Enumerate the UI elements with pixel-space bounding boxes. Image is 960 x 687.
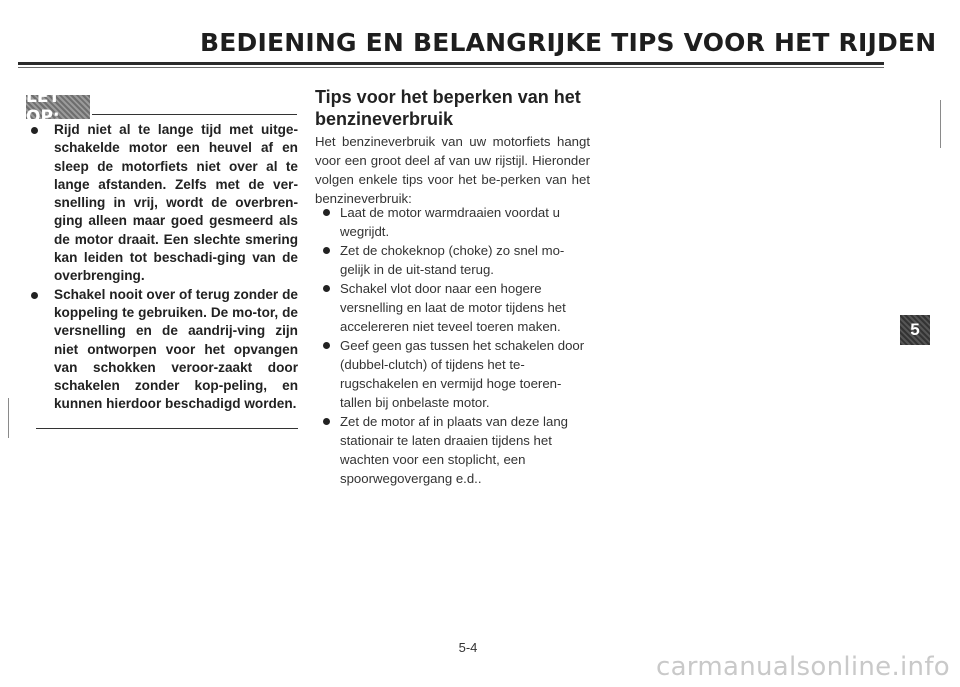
caution-item [28, 286, 298, 414]
bullet-icon [323, 418, 330, 425]
bullet-icon [323, 342, 330, 349]
bullet-icon [323, 209, 330, 216]
caution-divider-bottom [36, 428, 298, 429]
tip-item-text: Schakel vlot door naar een hogere versnelling en laat de motor tijdens het accelereren niet teveel toeren maken. [340, 281, 566, 334]
bullet-icon [323, 247, 330, 254]
section-intro: Het benzineverbruik van uw motorfiets hangt voor een groot deel af van uw rijstijl. Hieronder volgen enkele tips voor het be-perken van het benzineverbruik: [315, 134, 590, 206]
tip-item [318, 241, 590, 279]
tip-item-text: Laat de motor warmdraaien voordat u wegrijdt. [340, 205, 560, 239]
section-title: Tips voor het beperken van het benzineverbruik [315, 87, 581, 129]
caution-item [28, 121, 298, 286]
page-number: 5-4 [458, 640, 478, 655]
header-divider-thin [18, 67, 884, 68]
tip-item-text: Geef geen gas tussen het schakelen door (dubbel-clutch) of tijdens het te-rugschakelen en vermijd hoge toeren-tallen bij onbelaste motor. [340, 338, 585, 410]
tip-item [318, 203, 590, 241]
scan-mark [940, 100, 941, 148]
tips-list [318, 203, 590, 488]
tip-item [318, 336, 590, 412]
tip-item-text: Zet de chokeknop (choke) zo snel mo-gelijk in de uit-stand terug. [340, 243, 565, 277]
tip-item [318, 412, 590, 488]
caution-divider-top [92, 114, 297, 115]
watermark: carmanualsonline.info [655, 652, 950, 682]
chapter-tab: 5 [900, 315, 930, 345]
bullet-icon [31, 127, 38, 134]
bullet-icon [323, 285, 330, 292]
page-title: BEDIENING EN BELANGRIJKE TIPS VOOR HET RIJDEN [200, 28, 937, 57]
caution-list [28, 121, 298, 414]
scan-mark [8, 398, 9, 438]
caution-item-text: Rijd niet al te lange tijd met uitge-schakelde motor een heuvel af en sleep de motorfiets niet over al te lange afstanden. Zelfs met de ver-snelling in vrij, wordt de overbren-ging alleen maar goed gesmeerd als de motor draait. Een slechte smering kan leiden tot beschadi-ging van de overbrenging. [54, 122, 298, 284]
bullet-icon [31, 292, 38, 299]
tip-item [318, 279, 590, 336]
tip-item-text: Zet de motor af in plaats van deze lang stationair te laten draaien tijdens het wachten voor een stoplicht, een spoorwegovergang e.d.. [340, 414, 568, 486]
caution-item-text: Schakel nooit over of terug zonder de koppeling te gebruiken. De mo-tor, de versnelling en de aandrij-ving zijn niet ontworpen voor het opvangen van schokken veroor-zaakt door schakelen zonder kop-peling, en kunnen hierdoor beschadigd worden. [54, 286, 298, 412]
caution-badge: LET OP: [26, 95, 90, 119]
header-divider [18, 62, 884, 65]
